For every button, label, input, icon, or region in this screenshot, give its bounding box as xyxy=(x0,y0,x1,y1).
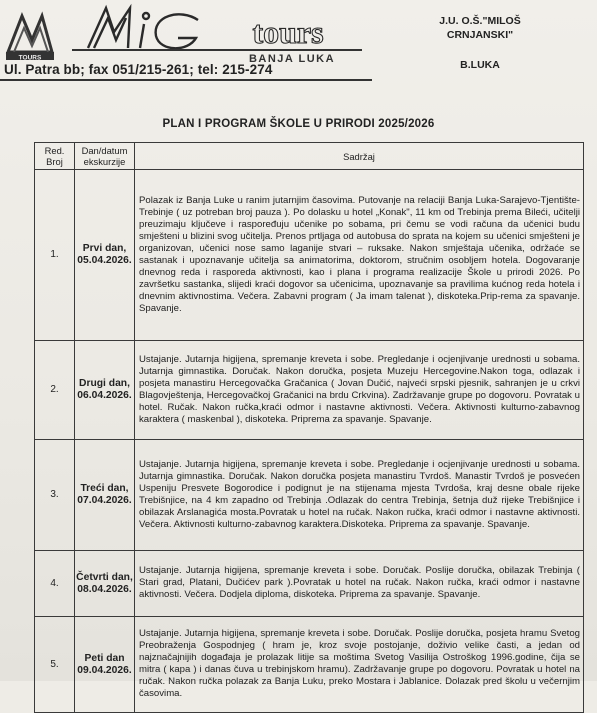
table-header-row xyxy=(35,143,584,170)
document-title: PLAN I PROGRAM ŠKOLE U PRIRODI 2025/2026 xyxy=(162,118,435,130)
row-content: Polazak iz Banja Luke u ranim jutarnjim časovima. Putovanje na relaciji Banja Luka-Sarajevo-Tjentište-Trebinje ( uz potreban broj pauza ). Po dolasku u hotel „Konak", 11 km od Trebinja prema Bileći, učitelji preuzimaju ključeve i raspoređuju učenike po sobama, pri čemu se vodi računa da učenici budu smješteni u blizini svog učitelja. Prenos prtljaga od autobusa do sprata na kojem su učenici smješteni je organizovan, učenici nose samo laganije stvari – ruksake. Nakon smještaja učenika, održaće se sastanak i upoznavanje učitelja sa animatorima, doktorom, stručnim osobljem hotela. Dogovaranje dnevnog reda i rasporeda aktivnosti, kao i plana i programa realizacije Škole u prirodi 2026. Po završetku sastanka, slijedi kraći dogovor sa učenicima, upoznavanje sa pravilima kućnog reda hotela i dnevnim aktivnostima. Večera. Zabavni program ( Ja imam talenat ), diskoteka.Prip-rema za spavanje. Spavanje. xyxy=(135,170,584,341)
table-row xyxy=(35,341,584,440)
row-number: 1. xyxy=(35,170,75,341)
logo-mark-text: TOURS xyxy=(18,54,42,62)
row-content: Ustajanje. Jutarnja higijena, spremanje kreveta i sobe. Doručak. Poslije doručka, obilazak Trebinja ( Stari grad, Platani, Dučićev park ).Povratak u hotel na ručak. Nakon ručka, kraći odmor i nastavne aktivnosti. Večera. Dodjela diploma, diskoteka. Priprema za spavanje. Spavanje. xyxy=(135,551,584,617)
row-day xyxy=(75,170,135,341)
header-date: Dan/datum ekskurzije xyxy=(75,143,135,170)
table-row xyxy=(35,440,584,551)
school-name-line-1: J.U. O.Š."MILOŠ xyxy=(439,15,521,27)
day-date: 06.04.2026. xyxy=(77,390,132,401)
school-city: B.LUKA xyxy=(460,59,500,71)
table-row xyxy=(35,170,584,341)
day-date: 07.04.2026. xyxy=(77,495,132,506)
table-row xyxy=(35,617,584,713)
row-content: Ustajanje. Jutarnja higijena, spremanje kreveta i sobe. Pregledanje i ocjenjivanje urednosti u sobama. Jutarnja gimnastika. Doručak. Nakon doručka, posjeta Muzeju Hercegovine.Nakon toga, odlazak i posjeta manastiru Hercegovačka Gračanica ( Jovan Dučić, najveći srpski pjesnik, sahranjen je u crkvi Blagovještenja, Hercegovačkoj Gračanici na brdu Crkvina). Zadržavanje grupe po dogovoru. Povratak u hotel. Ručak. Nakon ručka,kraći odmor i nastavne aktivnosti. Večera. Aktivnosti kulturno-zabavnog karaktera ( maskenbal ), diskoteka. Priprema za spavanje. Spavanje. xyxy=(135,341,584,440)
table-row xyxy=(35,551,584,617)
day-date: 09.04.2026. xyxy=(77,664,132,676)
row-number: 3. xyxy=(35,440,75,551)
header-rule xyxy=(0,79,372,81)
day-label: Prvi dan, xyxy=(82,243,127,254)
row-content: Ustajanje. Jutarnja higijena, spremanje kreveta i sobe. Doručak. Poslije doručka, posjeta hramu Svetog Preobraženja Gospodnjeg ( hram je, kroz svoje postojanje, doživio velike časti, a jedan od najznačajnijih događaja je prolazak litije sa moštima Svetog Vasilija Ostroškog 1996.godine, čija se mitra ( kapa ) i danas čuva u trebinjskom hramu). Zadržavanje grupe po dogovoru. Povratak u hotel na ručak. Nakon ručka polazak za Banja Luku, preko Mostara i Jablanice. Dolazak pred školu u večernjim časovima. xyxy=(135,617,584,713)
logo-graphic xyxy=(2,2,374,66)
day-label: Drugi dan, xyxy=(79,378,130,389)
mig-tours-logo xyxy=(2,2,374,66)
row-number: 5. xyxy=(35,617,75,713)
row-day xyxy=(75,341,135,440)
row-day xyxy=(75,440,135,551)
logo-emblem-icon xyxy=(6,16,54,60)
logo-city-text: BANJA LUKA xyxy=(248,53,336,65)
row-number: 4. xyxy=(35,551,75,617)
row-content: Ustajanje. Jutarnja higijena, spremanje kreveta i sobe. Pregledanje i ocjenjivanje urednosti u sobama. Jutarnja gimnastika. Doručak. Nakon doručka posjeta manastiru Tvrdoš. Manastir Tvrdoš je posvećen Uspeniju Presvete Bogorodice i podignut je na stijenama mjesta Tvrdoša, kraj desne obale rijeke Trebišnjice, na 4 km zapadno od Trebinja .Odlazak do centra Trebinja, šetnja duž rijeke Trebišnjice i obilazak Arslanagića mosta.Povratak u hotel na ručak. Nakon ručka, kraći odmor i nastavne aktivnosti. Večera. Aktivnosti kulturno-zabavnog karaktera.Diskoteka. Pripremа za spavanje. Spavanje. xyxy=(135,440,584,551)
school-name-line-2: CRNJANSKI" xyxy=(446,29,514,41)
contact-line: Ul. Patra bb; fax 051/215-261; tel: 215-274 xyxy=(4,62,273,77)
program-table xyxy=(34,142,584,713)
school-block xyxy=(400,14,560,72)
logo-brand-text: tours xyxy=(252,14,324,50)
day-date: 05.04.2026. xyxy=(77,255,132,266)
row-day xyxy=(75,617,135,713)
day-label: Peti dan xyxy=(84,652,125,664)
day-label: Četvrti dan, xyxy=(76,571,133,583)
logo-mig-letters-icon xyxy=(88,8,198,48)
row-day xyxy=(75,551,135,617)
day-label: Treći dan, xyxy=(80,483,129,494)
day-date: 08.04.2026. xyxy=(77,583,132,595)
header-content: Sadržaj xyxy=(135,143,584,170)
header-num: Red. Broj xyxy=(35,143,75,170)
row-number: 2. xyxy=(35,341,75,440)
